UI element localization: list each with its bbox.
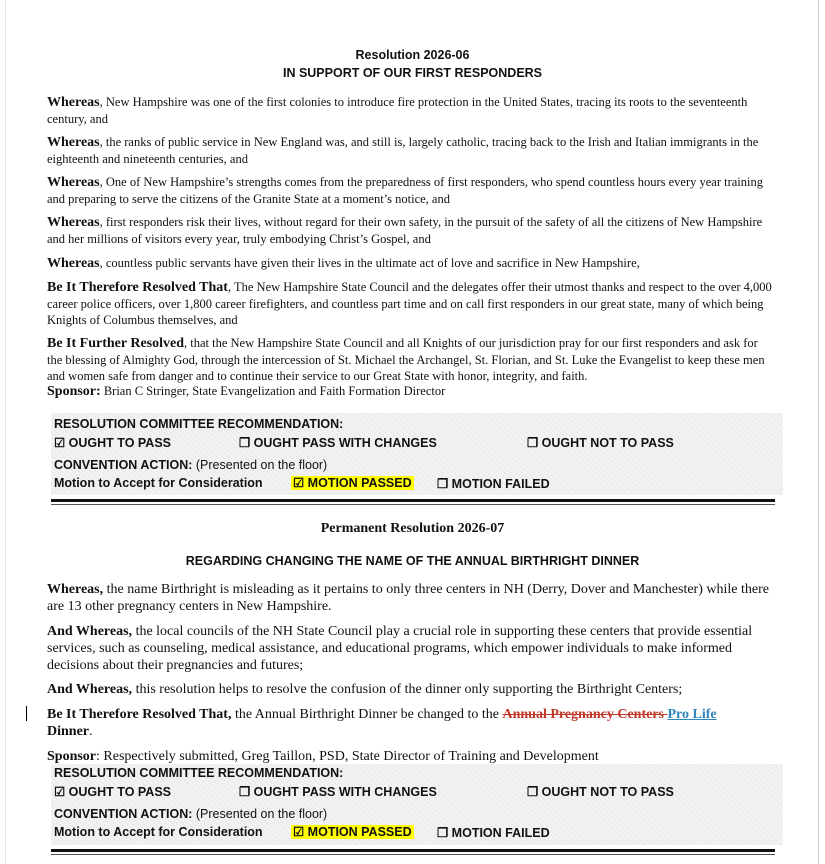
text-cursor: [26, 706, 27, 721]
resolved-paragraph[interactable]: Be It Therefore Resolved That, The New Hampshire State Council and the delegates offer their utmost thanks and respect to the over 4,000 career police officers, over 1,800 career firefighters, and countless part time and on call first responders in our great state, many of which being Knights of Columbus themselves, and: [47, 280, 772, 327]
whereas-birthright-paragraph[interactable]: Whereas, the name Birthright is misleading as it pertains to only three centers in NH (Derry, Dover and Manchester) while there are 13 other pregnancy centers in New Hampshire.: [47, 582, 769, 614]
ought-to-pass-checkbox[interactable]: ☑ OUGHT TO PASS: [54, 436, 172, 450]
ought-to-pass-checkbox[interactable]: ☑ OUGHT TO PASS: [54, 785, 172, 799]
motion-label: Motion to Accept for Consideration: [54, 476, 263, 490]
convention-action: CONVENTION ACTION: (Presented on the floor): [54, 458, 328, 472]
whereas-paragraph-3[interactable]: Whereas, One of New Hampshire’s strengths comes from the preparedness of first responders, who spend countless hours every year training and preparing to serve the citizens of the Granite State at a moment’s notice, and: [47, 175, 763, 206]
motion-passed-checkbox[interactable]: ☑ MOTION PASSED: [293, 476, 412, 490]
further-resolved-paragraph[interactable]: Be It Further Resolved, that the New Hampshire State Council and all Knights of our jurisdiction pray for our first responders and ask for the blessing of Almighty God, through the intercession of St. Michael the Archangel, St. Florian, and St. Luke the Evangelist to keep these men and women safe from danger and to continue their service to our Great State with honor, integrity, and faith.: [47, 336, 765, 383]
recommendation-box-1: [51, 413, 783, 495]
ought-not-to-pass-checkbox[interactable]: ❐ OUGHT NOT TO PASS: [527, 436, 674, 450]
ought-pass-with-changes-checkbox[interactable]: ❐ OUGHT PASS WITH CHANGES: [239, 436, 437, 450]
resolution-title: Resolution 2026-06: [355, 48, 470, 62]
permanent-resolution-subtitle: REGARDING CHANGING THE NAME OF THE ANNUAL BIRTHRIGHT DINNER: [185, 554, 640, 568]
motion-failed-checkbox[interactable]: ❐ MOTION FAILED: [437, 477, 550, 491]
tracked-insertion: Pro Life: [667, 707, 717, 722]
recommendation-box-2: [51, 764, 783, 845]
section-divider-thin: [51, 504, 775, 505]
whereas-paragraph-1[interactable]: Whereas, New Hampshire was one of the first colonies to introduce fire protection in the United States, tracing its roots to the seventeenth century, and: [47, 95, 748, 126]
convention-action: CONVENTION ACTION: (Presented on the floor): [54, 807, 328, 821]
ought-pass-with-changes-checkbox[interactable]: ❐ OUGHT PASS WITH CHANGES: [239, 785, 437, 799]
ought-not-to-pass-checkbox[interactable]: ❐ OUGHT NOT TO PASS: [527, 785, 674, 799]
motion-passed-checkbox[interactable]: ☑ MOTION PASSED: [293, 825, 412, 839]
whereas-paragraph-5[interactable]: Whereas, countless public servants have given their lives in the ultimate act of love and sacrifice in New Hampshire,: [47, 256, 640, 271]
recommendation-heading: RESOLUTION COMMITTEE RECOMMENDATION:: [54, 417, 344, 431]
section-divider: [51, 849, 775, 852]
section-divider: [51, 499, 775, 502]
recommendation-heading: RESOLUTION COMMITTEE RECOMMENDATION:: [54, 766, 344, 780]
motion-label: Motion to Accept for Consideration: [54, 825, 263, 839]
and-whereas-councils-paragraph[interactable]: And Whereas, the local councils of the NH State Council play a crucial role in supporting these centers that provide essential services, such as counseling, medical assistance, and educational programs, which empower individuals to make informed decisions about their pregnancies and futures;: [47, 624, 753, 673]
tracked-deletion: Annual Pregnancy Centers: [502, 707, 668, 722]
resolution-subtitle: IN SUPPORT OF OUR FIRST RESPONDERS: [282, 66, 543, 80]
sponsor-line[interactable]: Sponsor: Brian C Stringer, State Evangelization and Faith Formation Director: [47, 384, 446, 399]
page-right-edge: [818, 0, 819, 864]
and-whereas-confusion-paragraph[interactable]: And Whereas, this resolution helps to resolve the confusion of the dinner only supporting the Birthright Centers;: [47, 682, 683, 697]
whereas-paragraph-2[interactable]: Whereas, the ranks of public service in New England was, and still is, largely catholic, tracing back to the Irish and Italian immigrants in the eighteenth and nineteenth centuries, and: [47, 135, 759, 166]
permanent-resolution-title: Permanent Resolution 2026-07: [320, 521, 505, 536]
motion-failed-checkbox[interactable]: ❐ MOTION FAILED: [437, 826, 550, 840]
whereas-paragraph-4[interactable]: Whereas, first responders risk their lives, without regard for their own safety, in the pursuit of the safety of all the citizens of New Hampshire and her millions of visitors every year, truly embodying Christ’s Gospel, and: [47, 215, 763, 246]
page-left-edge: [5, 0, 6, 864]
resolved-name-change-paragraph[interactable]: Be It Therefore Resolved That, the Annual Birthright Dinner be changed to the Annual Pregnancy Centers Pro Life Dinner.: [47, 707, 717, 739]
section-divider-thin: [51, 854, 775, 855]
sponsor-line-2[interactable]: Sponsor: Respectively submitted, Greg Taillon, PSD, State Director of Training and Development: [47, 749, 599, 764]
